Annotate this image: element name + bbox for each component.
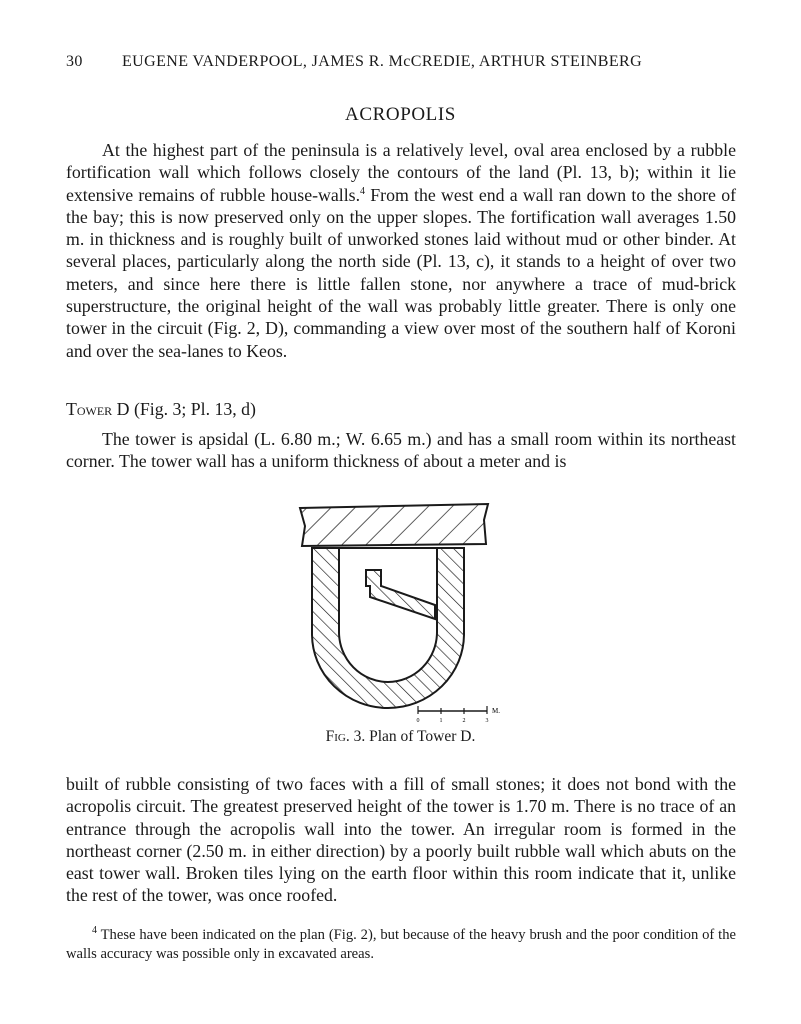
footnote-text: These have been indicated on the plan (Fig. 2), but because of the heavy brush and the poor condition of the walls accuracy was possible only in excavated areas. xyxy=(66,927,736,962)
footnote xyxy=(66,926,736,964)
scale-label-2: 2 xyxy=(462,718,466,724)
paragraph-intro xyxy=(66,139,736,362)
paragraph-intro-text-continued: From the west end a wall ran down to the shore of the bay; this is now preserved only on the upper slopes. The fortification wall averages 1.50 m. in thickness and is roughly built of unworked stones laid without mud or other binder. At several places, particularly along the north side (Pl. 13, c), it stands to a height of over two meters, and since here there is little fallen stone, nor anywhere a trace of mud-brick superstructure, the original height of the wall was probably little greater. There is only one tower in the circuit (Fig. 2, D), commanding a view over most of the southern half of Koroni and over the sea-lanes to Keos. xyxy=(66,184,736,361)
acropolis-wall xyxy=(300,504,488,546)
paragraph-tower-construction: built of rubble consisting of two faces with a fill of small stones; it does not bond with the acropolis circuit. The greatest preserved height of the tower is 1.70 m. There is no trace of an entrance through the acropolis wall into the tower. An irregular room is formed in the northeast corner (2.50 m. in either direction) by a poorly built rubble wall which abuts on the east tower wall. Broken tiles lying on the earth floor within this room indicate that it, unlike the rest of the tower, was once roofed. xyxy=(66,774,736,906)
subheading-name: Tower D xyxy=(66,399,130,419)
figure-caption xyxy=(0,728,801,746)
figure-plan-of-tower-d xyxy=(290,500,520,725)
running-header xyxy=(66,53,736,77)
scale-bar xyxy=(417,706,501,724)
scale-label-3: 3 xyxy=(485,718,489,724)
room-wall xyxy=(366,570,435,619)
scale-unit: M. xyxy=(492,707,500,715)
scale-label-1: 1 xyxy=(439,718,443,724)
figure-caption-text: Plan of Tower D. xyxy=(369,728,476,745)
subheading-tower-d xyxy=(66,399,256,420)
paragraph-intro-text: At the highest part of the peninsula is a relatively level, oval area enclosed by a rubble fortification wall which follows closely the contours of the land (Pl. 13, b); within it lie extensive remains of rubble house-walls. xyxy=(66,140,736,205)
scale-label-0: 0 xyxy=(416,718,420,724)
paragraph-tower-description: The tower is apsidal (L. 6.80 m.; W. 6.65 m.) and has a small room within its northeast corner. The tower wall has a uniform thickness of about a meter and is xyxy=(66,429,736,472)
subheading-refs: (Fig. 3; Pl. 13, d) xyxy=(133,399,256,419)
figure-caption-label: Fig. 3. xyxy=(325,728,366,745)
footnote-reference: 4 xyxy=(360,185,366,197)
page-number: 30 xyxy=(66,53,83,70)
tower-wall xyxy=(312,548,464,708)
footnote-marker: 4 xyxy=(92,925,97,937)
section-title: ACROPOLIS xyxy=(345,104,456,125)
running-header-authors: EUGENE VANDERPOOL, JAMES R. McCREDIE, ARTHUR STEINBERG xyxy=(122,53,643,70)
